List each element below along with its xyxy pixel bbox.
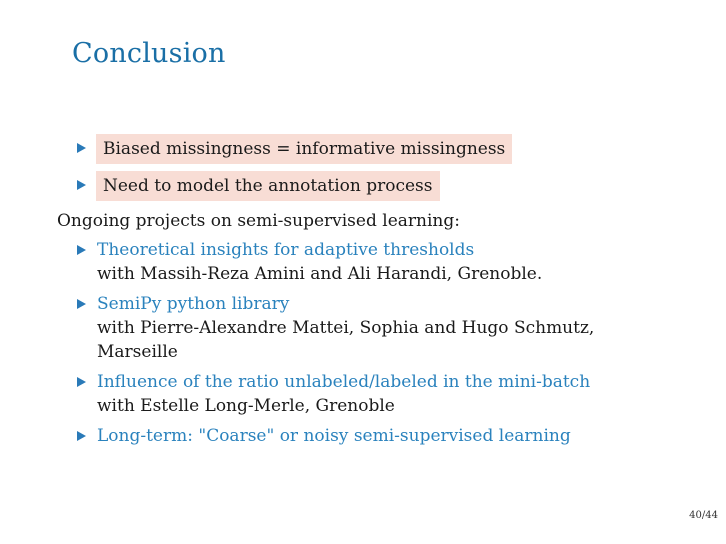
project-title: Long-term: "Coarse" or noisy semi-supervised learning — [97, 426, 571, 446]
project-title: Theoretical insights for adaptive thresholds — [97, 240, 475, 260]
project-detail: with Estelle Long-Merle, Grenoble — [97, 396, 395, 416]
page-number: 40/44 — [689, 510, 718, 521]
bullet-icon — [77, 431, 86, 441]
project-detail: with Massih-Reza Amini and Ali Harandi, Grenoble. — [97, 264, 543, 284]
highlight-item: Need to model the annotation process — [96, 171, 440, 201]
section-heading: Ongoing projects on semi-supervised learning: — [57, 211, 460, 231]
slide-title: Conclusion — [72, 38, 226, 69]
project-detail: Marseille — [97, 342, 178, 362]
highlight-item: Biased missingness = informative missingness — [96, 134, 512, 164]
bullet-icon — [77, 377, 86, 387]
bullet-icon — [77, 143, 86, 153]
project-title: SemiPy python library — [97, 294, 290, 314]
project-detail: with Pierre-Alexandre Mattei, Sophia and Hugo Schmutz, — [97, 318, 595, 338]
bullet-icon — [77, 245, 86, 255]
bullet-icon — [77, 180, 86, 190]
project-title: Influence of the ratio unlabeled/labeled in the mini-batch — [97, 372, 591, 392]
bullet-icon — [77, 299, 86, 309]
